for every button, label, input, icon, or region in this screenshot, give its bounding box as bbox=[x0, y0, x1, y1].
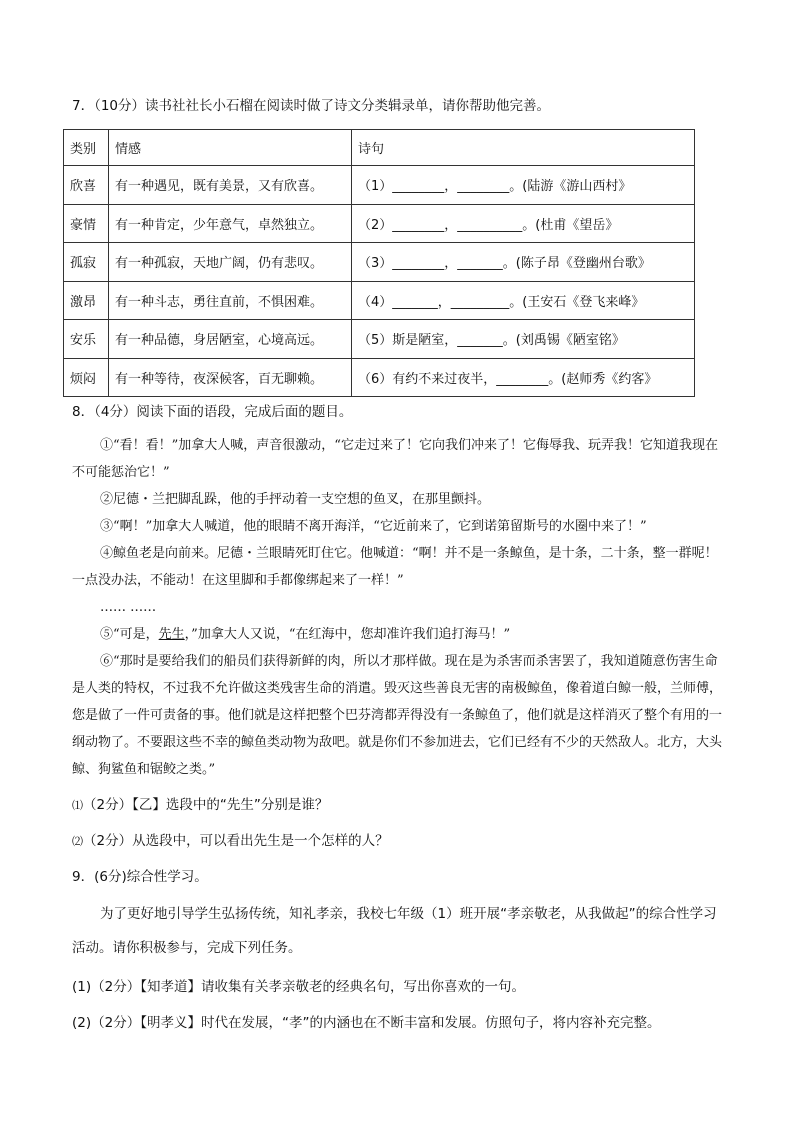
header-emotion: 情感 bbox=[109, 130, 352, 166]
table-row bbox=[64, 358, 695, 397]
q9-subquestion-1: (1)（2分）【知孝道】请收集有关孝亲敬老的经典名句，写出你喜欢的一句。 bbox=[72, 979, 525, 995]
q8-s1-number: ⑴ bbox=[72, 799, 83, 812]
q8-passage bbox=[72, 432, 722, 783]
cell-category: 孤寂 bbox=[64, 243, 109, 282]
header-category: 类别 bbox=[64, 130, 109, 166]
table-row bbox=[64, 204, 695, 243]
table-row bbox=[64, 281, 695, 320]
underlined-word-sir: 先生 bbox=[158, 627, 185, 642]
cell-category: 烦闷 bbox=[64, 358, 109, 397]
cell-category: 激昂 bbox=[64, 281, 109, 320]
passage-paragraph-1: ①“看！看！”加拿大人喊，声音很激动，“它走过来了！它向我们冲来了！它侮辱我、玩弄我！它知道我现在不可能惩治它！” bbox=[72, 438, 718, 480]
q8-subquestion-1 bbox=[72, 793, 328, 813]
poetry-classification-table bbox=[63, 129, 695, 397]
table-row bbox=[64, 320, 695, 359]
passage-paragraph-5 bbox=[72, 621, 722, 648]
q8-s1-text: （2分）【乙】选段中的“先生”分别是谁？ bbox=[83, 797, 329, 813]
cell-verse: （3）________，_______。(陈子昂《登幽州台歌》 bbox=[352, 243, 695, 282]
table-row bbox=[64, 166, 695, 205]
table-row bbox=[64, 243, 695, 282]
q8-s2-number: ⑵ bbox=[72, 835, 83, 848]
passage-paragraph-6: ⑥“那时是要给我们的船员们获得新鲜的肉，所以才那样做。现在是为杀害而杀害罢了，我知道随意伤害生命是人类的特权，不过我不允许做这类残害生命的消遣。毁灭这些善良无害的南极鲸鱼，像着道白鲸一般，兰师傅，您是做了一件可责备的事。他们就是这样把整个巴芬湾都弄得没有一条鲸鱼了，他们就是这样消灭了整个有用的一纲动物了。不要跟这些不幸的鲸鱼类动物为敌吧。就是你们不参加进去，它们已经有不少的天然敌人。北方，大头鲸、狗鲨鱼和锯鲛之类。” bbox=[72, 654, 723, 777]
cell-category: 安乐 bbox=[64, 320, 109, 359]
cell-category: 欣喜 bbox=[64, 166, 109, 205]
passage-ellipsis: …… …… bbox=[100, 600, 157, 615]
q8-title: 8．（4分）阅读下面的语段，完成后面的题目。 bbox=[72, 404, 353, 420]
cell-emotion: 有一种等待，夜深候客，百无聊赖。 bbox=[109, 358, 352, 397]
q8-s2-text: （2分）从选段中，可以看出先生是一个怎样的人？ bbox=[83, 833, 389, 849]
cell-verse: （6）有约不来过夜半，________。(赵师秀《约客》 bbox=[352, 358, 695, 397]
passage-paragraph-2: ②尼德・兰把脚乱跺，他的手抨动着一支空想的鱼叉，在那里颤抖。 bbox=[100, 492, 491, 507]
q7-title: 7．（10分）读书社社长小石榴在阅读时做了诗文分类辑录单，请你帮助他完善。 bbox=[72, 98, 551, 114]
cell-emotion: 有一种肯定，少年意气，卓然独立。 bbox=[109, 204, 352, 243]
cell-emotion: 有一种品德，身居陋室，心境高远。 bbox=[109, 320, 352, 359]
q8-subquestion-2 bbox=[72, 829, 389, 849]
q9-title: 9．(6分)综合性学习。 bbox=[72, 869, 208, 885]
cell-verse: （2）________，__________。(杜甫《望岳》 bbox=[352, 204, 695, 243]
cell-category: 豪情 bbox=[64, 204, 109, 243]
cell-verse: （5）斯是陋室，_______。(刘禹锡《陋室铭》 bbox=[352, 320, 695, 359]
cell-verse: （4）_______，_________。(王安石《登飞来峰》 bbox=[352, 281, 695, 320]
cell-emotion: 有一种孤寂，天地广阔，仍有悲叹。 bbox=[109, 243, 352, 282]
cell-verse: （1）________，________。(陆游《游山西村》 bbox=[352, 166, 695, 205]
p5-part-a: ⑤“可是， bbox=[100, 627, 159, 642]
q9-subquestion-2: (2)（2分）【明孝义】时代在发展，“孝”的内涵也在不断丰富和发展。仿照句子，将内容补充完整。 bbox=[72, 1015, 661, 1031]
q9-intro: 为了更好地引导学生弘扬传统，知礼孝亲，我校七年级（1）班开展“孝亲敬老，从我做起”的综合性学习活动。请你积极参与，完成下列任务。 bbox=[72, 906, 717, 956]
table-header-row bbox=[64, 130, 695, 166]
passage-paragraph-4: ④鲸鱼老是向前来。尼德・兰眼睛死盯住它。他喊道：“啊！并不是一条鲸鱼，是十条，二十条，整一群呢！一点没办法，不能动！在这里脚和手都像绑起来了一样！” bbox=[72, 546, 718, 588]
passage-paragraph-3: ③“啊！”加拿大人喊道，他的眼睛不离开海洋，“它近前来了，它到诺第留斯号的水圈中来了！” bbox=[100, 519, 647, 534]
cell-emotion: 有一种斗志，勇往直前，不惧困难。 bbox=[109, 281, 352, 320]
cell-emotion: 有一种遇见，既有美景，又有欣喜。 bbox=[109, 166, 352, 205]
header-verse: 诗句 bbox=[352, 130, 695, 166]
p5-part-c: ，”加拿大人又说，“在红海中，您却准许我们追打海马！” bbox=[184, 627, 511, 642]
